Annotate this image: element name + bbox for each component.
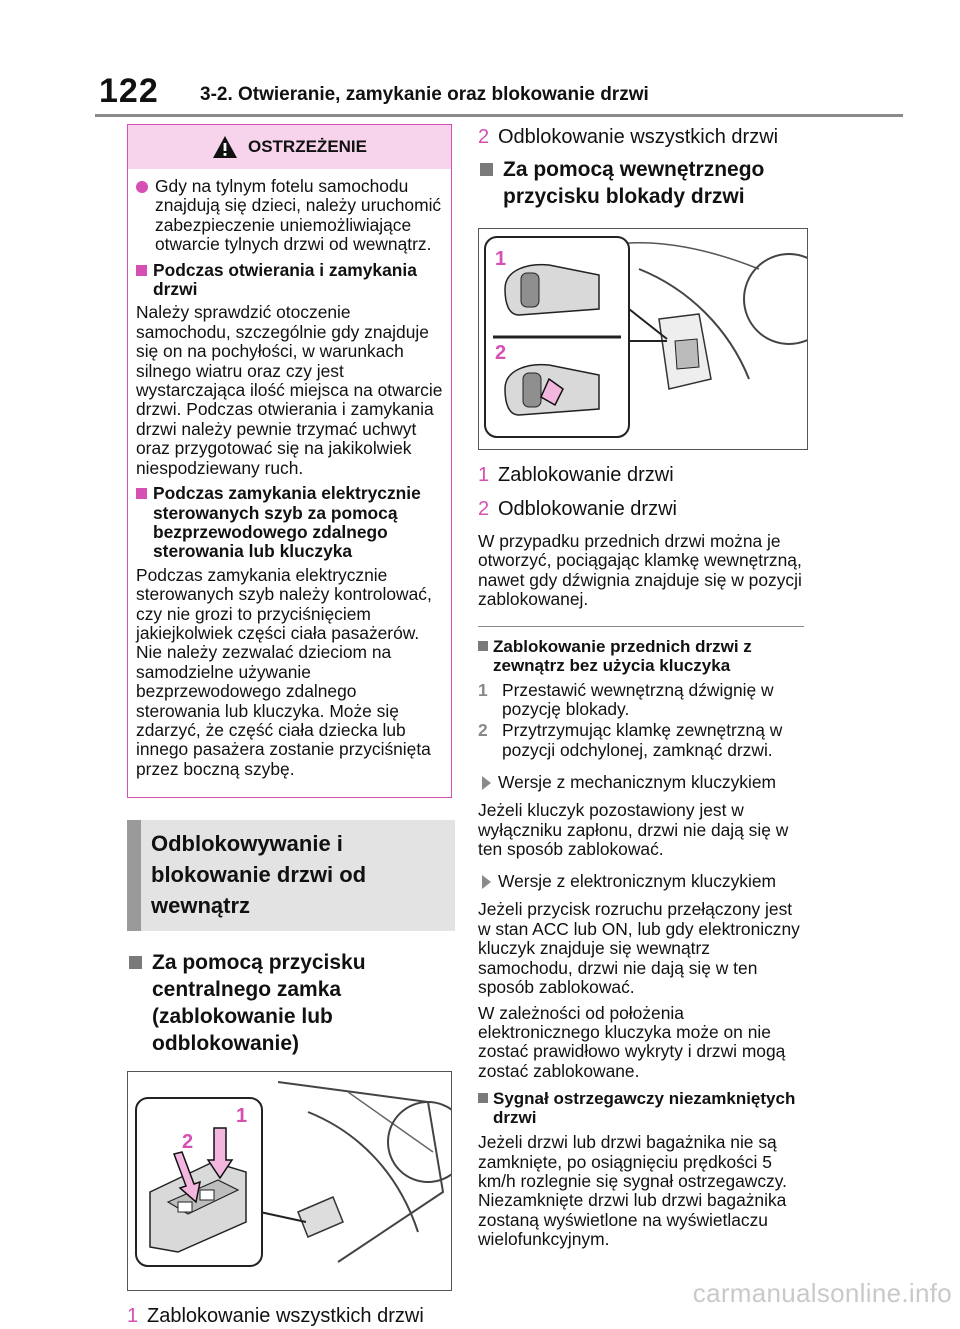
square-bullet-icon	[478, 1093, 488, 1103]
arrow-right-icon	[482, 776, 491, 790]
figure-caption	[478, 496, 808, 522]
arrow-right-icon	[482, 875, 491, 889]
step-text: Przestawić wewnętrzną dźwignię w pozycję blokady.	[502, 679, 774, 720]
header-divider	[95, 114, 903, 117]
step-item	[478, 721, 808, 760]
page-number: 122	[99, 72, 159, 110]
square-bullet-icon	[129, 956, 142, 969]
caption-number: 1	[478, 464, 490, 486]
step-number: 1	[478, 679, 488, 700]
central-lock-illustration	[127, 1071, 452, 1291]
watermark: carmanualsonline.info	[692, 1278, 952, 1308]
warning-paragraph: Podczas zamykania elektrycznie sterowanych szyb należy kontrolować, czy nie grozi to przyciśnięciem jakiejkolwiek części ciała pasażerów. Nie należy zezwalać dzieciom na samodzielne używanie bezprzewodowego zdalnego sterowania lub kluczyka. Może się zdarzyć, że część ciała dziecka lub innego pasażera zostanie przyciśnięta przez boczną szybę.	[136, 564, 432, 779]
subsection-heading: Sygnał ostrzegawczy niezamkniętych drzwi	[478, 1089, 808, 1127]
door-lock-illustration	[478, 228, 808, 450]
central-lock-drawing	[128, 1072, 451, 1290]
paragraph: W przypadku przednich drzwi można je otworzyć, pociągając klamkę wewnętrzną, nawet gdy dźwignia znajduje się w pozycji zablokowanej.	[478, 531, 802, 610]
figure-caption	[478, 124, 808, 150]
divider	[478, 626, 804, 627]
caption-number: 2	[478, 498, 490, 520]
variant-label: Wersje z mechanicznym kluczykiem	[478, 772, 808, 793]
warning-header	[128, 125, 451, 169]
paragraph: Jeżeli drzwi lub drzwi bagażnika nie są zamknięte, po osiągnięciu prędkości 5 km/h rozlegnie się sygnał ostrzegawczy. Niezamknięte drzwi lub drzwi bagażnika zostaną wyświetlone na wyświetlaczu wielofunkcyjnym.	[478, 1132, 787, 1250]
right-column	[478, 124, 808, 1250]
figure-caption	[478, 462, 808, 488]
subsection-heading: Za pomocą przycisku centralnego zamka (zablokowanie lub odblokowanie)	[127, 949, 452, 1057]
caption-text: Zablokowanie drzwi	[498, 464, 674, 486]
section-heading: Odblokowywanie i blokowanie drzwi od wewnątrz	[127, 820, 455, 931]
caption-number: 1	[127, 1305, 139, 1328]
figure-caption	[127, 1303, 452, 1329]
left-column	[127, 124, 452, 1329]
warning-bullet	[136, 177, 443, 255]
subsection-heading: Za pomocą wewnętrznego przycisku blokady drzwi	[478, 156, 808, 210]
square-bullet-icon	[136, 488, 147, 499]
figure-label-1: 1	[236, 1105, 248, 1128]
caption-text: Odblokowanie drzwi	[498, 498, 677, 520]
page-header	[0, 0, 960, 118]
bullet-dot-icon	[136, 181, 148, 193]
warning-paragraph: Należy sprawdzić otoczenie samochodu, szczególnie gdy znajduje się on na pochyłości, w warunkach silnego wiatru oraz czy jest wystarczająca ilość miejsca na otwarcie drzwi. Podczas otwierania i zamykania drzwi należy pewnie trzymać uchwyt oraz przygotować się na jakikolwiek niespodziewany ruch.	[136, 302, 443, 478]
step-text: Przytrzymując klamkę zewnętrzną w pozycji odchylonej, zamknąć drzwi.	[502, 720, 783, 760]
caption-text: Zablokowanie wszystkich drzwi	[147, 1305, 424, 1328]
warning-bullet-text: Gdy na tylnym fotelu samochodu znajdują się dzieci, należy uruchomić zabezpieczenie uniemożliwiające otwarcie tylnych drzwi od wewnątrz.	[155, 176, 442, 255]
warning-title: OSTRZEŻENIE	[247, 137, 367, 156]
variant-label: Wersje z elektronicznym kluczykiem	[478, 871, 808, 892]
square-bullet-icon	[136, 265, 147, 276]
figure-label-1: 1	[495, 248, 507, 270]
paragraph: Jeżeli przycisk rozruchu przełączony jest w stan ACC lub ON, lub gdy elektroniczny kluczyk znajduje się wewnątrz samochodu, drzwi nie dają się w ten sposób zablokować.	[478, 899, 800, 998]
door-lock-drawing	[479, 229, 807, 449]
figure-label-2: 2	[182, 1131, 194, 1154]
paragraph: W zależności od położenia elektronicznego kluczyka może on nie zostać prawidłowo wykryty i drzwi mogą zostać zablokowane.	[478, 1002, 786, 1081]
square-bullet-icon	[480, 163, 493, 176]
figure-label-2: 2	[495, 342, 507, 364]
paragraph: Jeżeli kluczyk pozostawiony jest w wyłączniku zapłonu, drzwi nie dają się w ten sposób zablokować.	[478, 800, 789, 860]
warning-subheading: Podczas otwierania i zamykania drzwi	[136, 261, 443, 300]
warning-subheading: Podczas zamykania elektrycznie sterowanych szyb za pomocą bezprzewodowego zdalnego sterowania lub kluczyka	[136, 484, 443, 562]
warning-body	[128, 169, 451, 797]
caption-number: 2	[478, 126, 490, 148]
step-item	[478, 681, 808, 720]
subsection-heading: Zablokowanie przednich drzwi z zewnątrz bez użycia kluczyka	[478, 637, 808, 675]
section-title: 3-2. Otwieranie, zamykanie oraz blokowanie drzwi	[200, 84, 649, 105]
step-number: 2	[478, 720, 488, 741]
caption-text: Odblokowanie wszystkich drzwi	[498, 126, 779, 148]
square-bullet-icon	[478, 641, 488, 651]
warning-triangle-icon	[212, 135, 238, 159]
warning-box	[127, 124, 452, 798]
